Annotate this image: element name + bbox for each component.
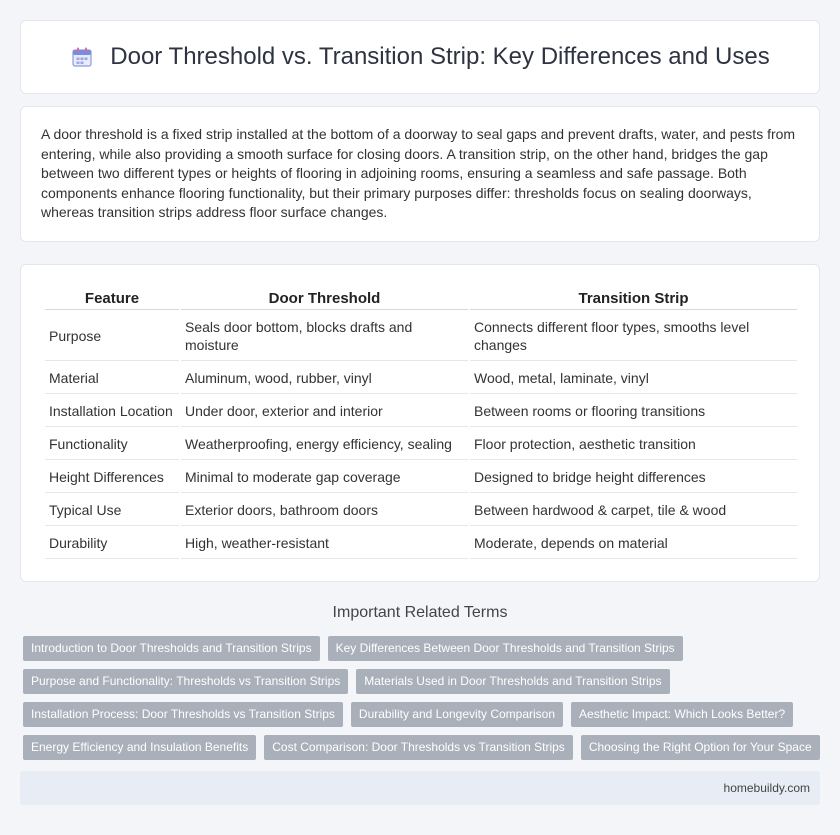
table-cell: Functionality	[45, 429, 179, 460]
table-cell: Between rooms or flooring transitions	[470, 396, 797, 427]
table-cell: Purpose	[45, 312, 179, 361]
table-cell: Exterior doors, bathroom doors	[181, 495, 468, 526]
table-row	[45, 462, 797, 493]
table-cell: Weatherproofing, energy efficiency, sealing	[181, 429, 468, 460]
related-term-tag[interactable]: Installation Process: Door Thresholds vs Transition Strips	[23, 702, 343, 727]
related-terms-list	[23, 636, 823, 760]
table-row	[45, 396, 797, 427]
related-terms-title: Important Related Terms	[332, 604, 508, 621]
table-header-row	[45, 287, 797, 310]
related-term-tag[interactable]: Cost Comparison: Door Thresholds vs Transition Strips	[264, 735, 573, 760]
table-cell: Designed to bridge height differences	[470, 462, 797, 493]
table-cell: Aluminum, wood, rubber, vinyl	[181, 363, 468, 394]
related-term-tag[interactable]: Aesthetic Impact: Which Looks Better?	[571, 702, 793, 727]
footer-site-link[interactable]: homebuildy.com	[723, 781, 810, 795]
table-row	[45, 312, 797, 361]
table-cell: High, weather-resistant	[181, 528, 468, 559]
footer	[20, 771, 820, 805]
table-row	[45, 429, 797, 460]
table-header-cell: Feature	[45, 287, 179, 310]
related-term-tag[interactable]: Durability and Longevity Comparison	[351, 702, 563, 727]
table-cell: Installation Location	[45, 396, 179, 427]
table-cell: Under door, exterior and interior	[181, 396, 468, 427]
table-cell: Height Differences	[45, 462, 179, 493]
comparison-table-card	[20, 264, 820, 582]
related-term-tag[interactable]: Energy Efficiency and Insulation Benefits	[23, 735, 256, 760]
table-cell: Connects different floor types, smooths level changes	[470, 312, 797, 361]
table-cell: Seals door bottom, blocks drafts and moisture	[181, 312, 468, 361]
page-title: Door Threshold vs. Transition Strip: Key Differences and Uses	[110, 43, 770, 70]
header-card	[20, 20, 820, 94]
table-cell: Moderate, depends on material	[470, 528, 797, 559]
table-header-cell: Transition Strip	[470, 287, 797, 310]
table-cell: Floor protection, aesthetic transition	[470, 429, 797, 460]
title-wrap	[70, 43, 769, 71]
table-cell: Material	[45, 363, 179, 394]
related-term-tag[interactable]: Choosing the Right Option for Your Space	[581, 735, 820, 760]
table-cell: Minimal to moderate gap coverage	[181, 462, 468, 493]
table-cell: Typical Use	[45, 495, 179, 526]
related-term-tag[interactable]: Materials Used in Door Thresholds and Transition Strips	[356, 669, 669, 694]
intro-card	[20, 106, 820, 242]
related-term-tag[interactable]: Key Differences Between Door Thresholds and Transition Strips	[328, 636, 683, 661]
table-row	[45, 528, 797, 559]
table-cell: Between hardwood & carpet, tile & wood	[470, 495, 797, 526]
table-row	[45, 495, 797, 526]
intro-paragraph: A door threshold is a fixed strip installed at the bottom of a doorway to seal gaps and prevent drafts, water, and pests from entering, while also providing a smooth surface for closing doors. A transition strip, on the other hand, bridges the gap between two different types or heights of flooring in adjoining rooms, ensuring a seamless and safe passage. Both components enhance flooring functionality, but their primary purposes differ: thresholds focus on sealing doorways, whereas transition strips address floor surface changes.	[41, 126, 796, 220]
table-header-cell: Door Threshold	[181, 287, 468, 310]
comparison-table	[43, 285, 799, 561]
table-cell: Wood, metal, laminate, vinyl	[470, 363, 797, 394]
related-term-tag[interactable]: Introduction to Door Thresholds and Transition Strips	[23, 636, 320, 661]
table-cell: Durability	[45, 528, 179, 559]
calendar-icon	[70, 45, 94, 69]
table-row	[45, 363, 797, 394]
related-term-tag[interactable]: Purpose and Functionality: Thresholds vs Transition Strips	[23, 669, 348, 694]
